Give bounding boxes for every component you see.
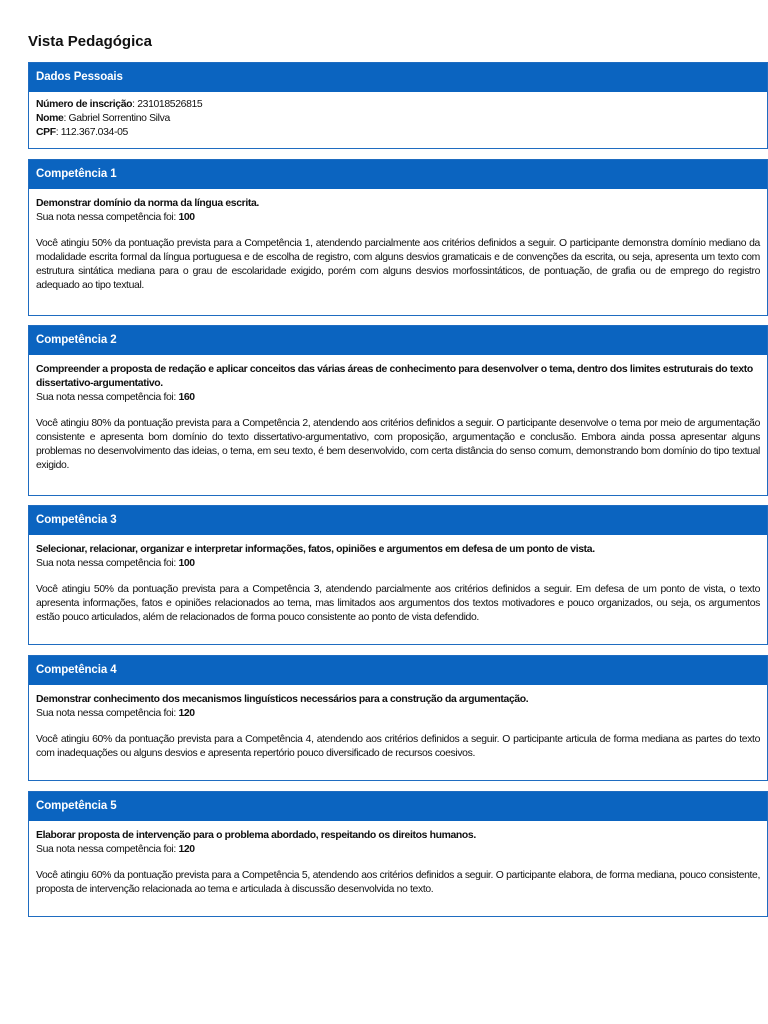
score-prefix: Sua nota nessa competência foi: [36, 212, 179, 223]
competencia-3-score: 100 [178, 558, 195, 569]
competencia-5-score-line [36, 843, 760, 857]
competencia-5-score: 120 [178, 844, 195, 855]
personal-data-body [29, 92, 767, 140]
competencia-2-title: Compreender a proposta de redação e aplicar conceitos das várias áreas de conhecimento para desenvolver o tema, dentro dos limites estruturais do texto dissertativo-argumentativo. [36, 364, 753, 389]
competencia-4-title: Demonstrar conhecimento dos mecanismos linguísticos necessários para a construção da argumentação. [36, 694, 529, 705]
competencia-4-score: 120 [178, 708, 195, 719]
page-title: Vista Pedagógica [28, 33, 152, 50]
competencia-5-card [28, 791, 768, 917]
nome-value: : Gabriel Sorrentino Silva [63, 113, 170, 124]
competencia-3-header: Competência 3 [29, 506, 767, 535]
nome-label: Nome [36, 113, 64, 124]
cpf-value: : 112.367.034-05 [55, 127, 128, 138]
competencia-5-text: Você atingiu 60% da pontuação prevista para a Competência 5, atendendo aos critérios definidos a seguir. O participante elabora, de forma mediana, pouco consistente, proposta de intervenção relacionada ao tema e articulada à discussão desenvolvida no texto. [36, 870, 760, 895]
competencia-5-body [29, 821, 767, 897]
competencia-2-score: 160 [178, 392, 195, 403]
competencia-4-text: Você atingiu 60% da pontuação prevista para a Competência 4, atendendo aos critérios definidos a seguir. O participante articula de forma mediana as partes do texto com inadequações ou alguns desvios e apresenta repertório pouco diversificado de recursos coesivos. [36, 734, 760, 759]
personal-data-header: Dados Pessoais [29, 63, 767, 92]
competencia-1-text: Você atingiu 50% da pontuação prevista para a Competência 1, atendendo parcialmente aos critérios definidos a seguir. O participante demonstra domínio mediano da modalidade escrita formal da língua portuguesa e de escolha de registro, com alguns desvios gramaticais e de convenções da escrita, ou seja, apresenta um texto com estrutura sintática mediana para o grau de escolaridade exigido, porém com alguns desvios morfossintáticos, de pontuação, de grafia ou de emprego do registro adequado ao tipo textual. [36, 238, 760, 291]
competencia-3-score-line [36, 557, 760, 571]
competencia-2-score-line [36, 391, 760, 405]
competencia-1-card [28, 159, 768, 316]
competencia-4-score-line [36, 707, 760, 721]
inscricao-value: : 231018526815 [132, 99, 203, 110]
competencia-2-text: Você atingiu 80% da pontuação prevista para a Competência 2, atendendo aos critérios definidos a seguir. O participante desenvolve o tema por meio de argumentação consistente e apresenta bom domínio do texto dissertativo-argumentativo, com proposição, argumentação e conclusão. Embora ainda possa apresentar alguns problemas no desenvolvimento das ideias, o tema, em seu texto, é bem desenvolvido, com certa distância do senso comum, demonstrando bom domínio do tipo textual exigido. [36, 418, 760, 471]
competencia-4-card [28, 655, 768, 781]
score-prefix: Sua nota nessa competência foi: [36, 844, 179, 855]
cpf-label: CPF [36, 127, 56, 138]
score-prefix: Sua nota nessa competência foi: [36, 708, 179, 719]
inscricao-line [36, 98, 760, 112]
competencia-1-header: Competência 1 [29, 160, 767, 189]
competencia-2-body [29, 355, 767, 473]
competencia-4-header: Competência 4 [29, 656, 767, 685]
competencia-4-body [29, 685, 767, 761]
competencia-3-title: Selecionar, relacionar, organizar e interpretar informações, fatos, opiniões e argumentos em defesa de um ponto de vista. [36, 544, 595, 555]
competencia-5-title: Elaborar proposta de intervenção para o problema abordado, respeitando os direitos humanos. [36, 830, 476, 841]
competencia-1-body [29, 189, 767, 293]
competencia-1-score: 100 [178, 212, 195, 223]
competencia-1-score-line [36, 211, 760, 225]
competencia-5-header: Competência 5 [29, 792, 767, 821]
nome-line [36, 112, 760, 126]
personal-data-card [28, 62, 768, 149]
score-prefix: Sua nota nessa competência foi: [36, 558, 179, 569]
competencia-3-body [29, 535, 767, 625]
score-prefix: Sua nota nessa competência foi: [36, 392, 179, 403]
competencia-2-header: Competência 2 [29, 326, 767, 355]
inscricao-label: Número de inscrição [36, 99, 133, 110]
cpf-line [36, 126, 760, 140]
competencia-1-title: Demonstrar domínio da norma da língua escrita. [36, 198, 259, 209]
competencia-2-card [28, 325, 768, 496]
competencia-3-text: Você atingiu 50% da pontuação prevista para a Competência 3, atendendo parcialmente aos critérios definidos a seguir. Em defesa de um ponto de vista, o texto apresenta informações, fatos e opiniões relacionados ao tema, mas limitados aos argumentos dos textos motivadores e pouco organizados, ou seja, os argumentos estão pouco articulados, além de relacionados de forma pouco consistente ao ponto de vista defendido. [36, 584, 760, 623]
competencia-3-card [28, 505, 768, 645]
